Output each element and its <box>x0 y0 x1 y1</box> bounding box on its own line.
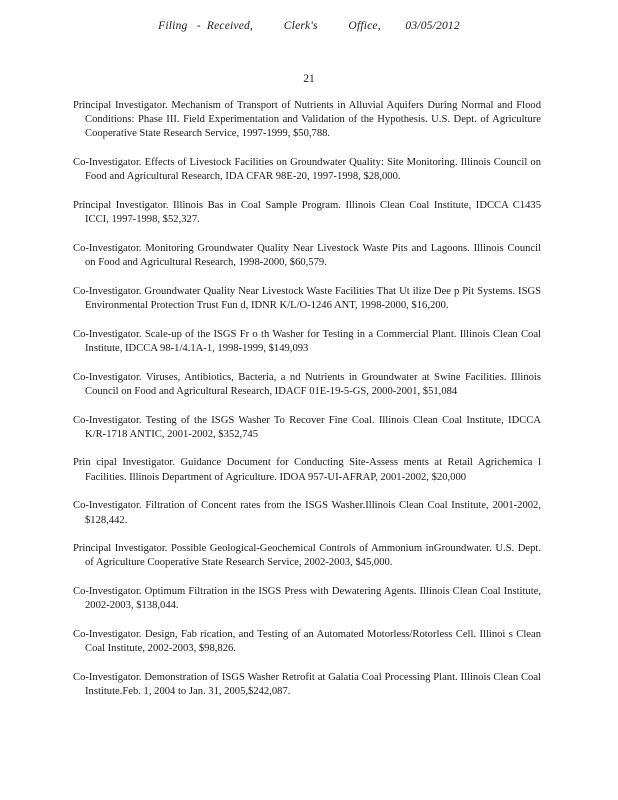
grant-entry: Principal Investigator. Illinois Bas in Coal Sample Program. Illinois Clean Coal Institute, IDCCA C1435 ICCI, 1997-1998, $52,327. <box>73 200 541 226</box>
grant-entry: Co-Investigator. Filtration of Concent rates from the ISGS Washer.Illinois Clean Coal Institute, 2001-2002, $128,442. <box>73 500 541 526</box>
grant-entry: Co-Investigator. Monitoring Groundwater Quality Near Livestock Waste Pits and Lagoons. Illinois Council on Food and Agricultural Research, 1998-2000, $60,579. <box>73 242 541 269</box>
grant-entry: Principal Investigator. Possible Geological-Geochemical Controls of Ammonium inGroundwater. U.S. Dept. of Agriculture Cooperative State Research Service, 2002-2003, $45,000. <box>73 543 541 569</box>
filing-header: Filing - Received, Clerk's Office, 03/05/2012 <box>158 20 460 32</box>
grant-entry: Co-Investigator. Demonstration of ISGS Washer Retrofit at Galatia Coal Processing Plant. Illinois Clean Coal Institute.Feb. 1, 2004 to Jan. 31, 2005,$242,087. <box>73 671 541 698</box>
grant-entries-list <box>73 99 541 714</box>
grant-entry: Prin cipal Investigator. Guidance Document for Conducting Site-Assess ments at Retail Agrichemica l Facilities. Illinois Department of Agriculture. IDOA 957-UI-AFRAP, 2001-2002, $20,000 <box>73 457 541 483</box>
grant-entry: Co-Investigator. Effects of Livestock Facilities on Groundwater Quality: Site Monitoring. Illinois Council on Food and Agricultural Research, IDA CFAR 98E-20, 1997-1998, $28,000. <box>73 157 541 183</box>
grant-entry: Co-Investigator. Testing of the ISGS Washer To Recover Fine Coal. Illinois Clean Coal Institute, IDCCA K/R-1718 ANTIC, 2001-2002, $352,745 <box>73 414 541 440</box>
grant-entry: Co-Investigator. Viruses, Antibiotics, Bacteria, a nd Nutrients in Groundwater at Swine Facilities. Illinois Council on Food and Agricultural Research, IDACF 01E-19-5-GS, 2000-2001, $51,084 <box>73 371 541 397</box>
grant-entry: Principal Investigator. Mechanism of Transport of Nutrients in Alluvial Aquifers During Normal and Flood Conditions: Phase III. Field Experimentation and Validation of the Hypothesis. U.S. Dept. of Agriculture Cooperative State Research Service, 1997-1999, $50,788. <box>73 100 541 140</box>
grant-entry: Co-Investigator. Scale-up of the ISGS Fr o th Washer for Testing in a Commercial Plant. Illinois Clean Coal Institute, IDCCA 98-1/4.1A-1, 1998-1999, $149,093 <box>73 328 541 354</box>
grant-entry: Co-Investigator. Design, Fab rication, and Testing of an Automated Motorless/Rotorless Cell. Illinoi s Clean Coal Institute, 2002-2003, $98,826. <box>73 629 541 655</box>
grant-entry: Co-Investigator. Groundwater Quality Near Livestock Waste Facilities That Ut ilize Dee p Pit Systems. ISGS Environmental Protection Trust Fun d, IDNR K/L/O-1246 ANT, 1998-2000, $16,200. <box>73 285 541 312</box>
grant-entry: Co-Investigator. Optimum Filtration in the ISGS Press with Dewatering Agents. Illinois Clean Coal Institute, 2002-2003, $138,044. <box>73 586 541 612</box>
page-number: 21 <box>303 73 315 85</box>
